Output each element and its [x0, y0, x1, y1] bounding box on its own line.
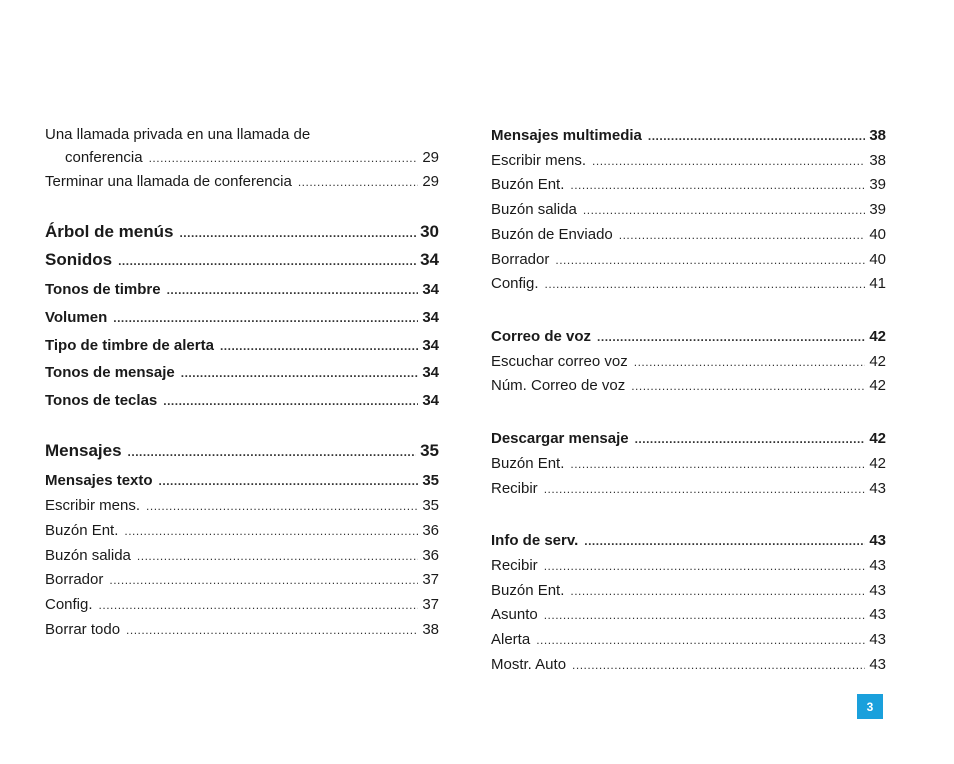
toc-entry[interactable] — [491, 606, 886, 623]
toc-entry-page: 36 — [422, 547, 439, 564]
leader-dots — [597, 330, 865, 344]
toc-entry-page: 40 — [869, 251, 886, 268]
toc-entry[interactable] — [45, 596, 439, 613]
toc-entry-label: Buzón de Enviado — [491, 226, 613, 243]
toc-entry[interactable] — [45, 522, 439, 539]
toc-entry-label: Núm. Correo de voz — [491, 377, 626, 394]
leader-dots — [584, 534, 865, 548]
toc-entry[interactable] — [491, 480, 886, 497]
leader-dots — [146, 499, 418, 513]
leader-dots — [583, 203, 865, 217]
toc-entry-page: 43 — [869, 606, 886, 623]
toc-entry-label: Tipo de timbre de alerta — [45, 337, 214, 354]
toc-right-column — [491, 0, 886, 764]
toc-entry-label: Buzón salida — [45, 547, 131, 564]
toc-entry-page: 38 — [869, 127, 886, 144]
toc-subsection[interactable] — [45, 309, 439, 326]
toc-entry-page: 35 — [420, 441, 439, 460]
leader-dots — [570, 178, 865, 192]
leader-dots — [619, 228, 866, 242]
toc-section-heading[interactable] — [45, 250, 439, 270]
toc-entry-label: conferencia — [65, 149, 143, 166]
toc-entry-label: Volumen — [45, 309, 108, 326]
toc-section-heading[interactable] — [45, 441, 439, 461]
toc-entry-label: Asunto — [491, 606, 538, 623]
toc-subsection[interactable] — [45, 364, 439, 381]
toc-section-heading[interactable] — [45, 222, 439, 242]
toc-entry-page: 34 — [420, 250, 439, 269]
toc-entry-label: Recibir — [491, 480, 538, 497]
toc-entry-label: Buzón Ent. — [491, 455, 565, 472]
toc-entry-page: 43 — [869, 656, 886, 673]
toc-entry-label: Tonos de timbre — [45, 281, 161, 298]
toc-subsection[interactable] — [491, 328, 886, 345]
toc-entry-page: 41 — [869, 275, 886, 292]
toc-entry-label: Buzón Ent. — [491, 176, 565, 193]
toc-entry-label: Escribir mens. — [491, 152, 587, 169]
toc-entry-page: 43 — [869, 582, 886, 599]
toc-entry[interactable] — [45, 571, 439, 588]
toc-subsection[interactable] — [45, 392, 439, 409]
leader-dots — [220, 339, 418, 353]
leader-dots — [167, 283, 419, 297]
leader-dots — [109, 573, 418, 587]
toc-entry-label: Borrador — [491, 251, 550, 268]
toc-entry[interactable] — [45, 173, 439, 190]
leader-dots — [126, 623, 418, 637]
toc-entry-page: 38 — [869, 152, 886, 169]
toc-entry-page: 43 — [869, 631, 886, 648]
leader-dots — [137, 549, 418, 563]
leader-dots — [592, 154, 865, 168]
toc-entry-label: Recibir — [491, 557, 538, 574]
toc-subsection[interactable] — [45, 472, 439, 489]
toc-entry-page: 34 — [422, 337, 439, 354]
toc-entry[interactable] — [65, 149, 439, 166]
leader-dots — [631, 379, 865, 393]
toc-entry-page: 35 — [422, 497, 439, 514]
toc-entry-label: Borrador — [45, 571, 104, 588]
toc-entry-page: 42 — [869, 430, 886, 447]
toc-entry-label: Mensajes — [45, 441, 122, 460]
leader-dots — [570, 457, 865, 471]
toc-entry-label: Mensajes texto — [45, 472, 153, 489]
toc-entry[interactable] — [491, 201, 886, 218]
toc-entry[interactable] — [45, 547, 439, 564]
toc-entry[interactable] — [45, 621, 439, 638]
leader-dots — [634, 355, 866, 369]
leader-dots — [298, 175, 419, 189]
toc-entry-page: 39 — [869, 201, 886, 218]
toc-subsection[interactable] — [45, 281, 439, 298]
toc-entry[interactable] — [491, 377, 886, 394]
toc-subsection[interactable] — [45, 337, 439, 354]
toc-entry-label: Buzón Ent. — [45, 522, 119, 539]
toc-entry-page: 38 — [422, 621, 439, 638]
toc-entry-page: 29 — [422, 173, 439, 190]
toc-entry-page: 30 — [420, 222, 439, 241]
leader-dots — [555, 253, 865, 267]
leader-dots — [124, 524, 418, 538]
leader-dots — [572, 658, 865, 672]
toc-entry[interactable] — [491, 631, 886, 648]
toc-entry-page: 43 — [869, 532, 886, 549]
toc-entry[interactable] — [45, 497, 439, 514]
toc-entry-page: 29 — [422, 149, 439, 166]
toc-entry-label: Tonos de teclas — [45, 392, 158, 409]
toc-entry[interactable] — [491, 152, 886, 169]
leader-dots — [544, 608, 866, 622]
leader-dots — [544, 559, 866, 573]
page-number-badge: 3 — [857, 694, 883, 719]
toc-subsection[interactable] — [491, 430, 886, 447]
toc-entry-label: Alerta — [491, 631, 531, 648]
toc-entry-label: Info de serv. — [491, 532, 579, 549]
toc-entry-page: 42 — [869, 328, 886, 345]
toc-entry-page: 34 — [422, 281, 439, 298]
toc-entry-page: 34 — [422, 309, 439, 326]
toc-entry-label: Terminar una llamada de conferencia — [45, 173, 292, 190]
toc-entry-label: Descargar mensaje — [491, 430, 629, 447]
toc-entry[interactable] — [491, 251, 886, 268]
toc-entry[interactable] — [491, 275, 886, 292]
leader-dots — [128, 445, 417, 459]
leader-dots — [113, 311, 418, 325]
toc-entry[interactable] — [491, 582, 886, 599]
toc-entry-page: 42 — [869, 377, 886, 394]
leader-dots — [544, 482, 866, 496]
leader-dots — [536, 633, 865, 647]
toc-entry-label: Una llamada privada en una llamada de — [45, 126, 311, 143]
toc-entry[interactable] — [491, 226, 886, 243]
toc-entry-page: 39 — [869, 176, 886, 193]
toc-entry-label: Mensajes multimedia — [491, 127, 642, 144]
toc-entry-page: 43 — [869, 480, 886, 497]
leader-dots — [149, 151, 419, 165]
toc-entry-page: 37 — [422, 571, 439, 588]
leader-dots — [118, 254, 416, 268]
toc-entry-page: 34 — [422, 392, 439, 409]
toc-entry-page: 42 — [869, 455, 886, 472]
toc-entry-label: Correo de voz — [491, 328, 592, 345]
toc-entry-label: Escuchar correo voz — [491, 353, 628, 370]
leader-dots — [163, 394, 418, 408]
toc-entry-label: Escribir mens. — [45, 497, 141, 514]
toc-entry[interactable] — [491, 656, 886, 673]
leader-dots — [181, 366, 419, 380]
toc-entry[interactable] — [491, 176, 886, 193]
toc-subsection[interactable] — [491, 532, 886, 549]
toc-entry-page: 36 — [422, 522, 439, 539]
leader-dots — [179, 226, 416, 240]
toc-entry-page: 42 — [869, 353, 886, 370]
leader-dots — [570, 584, 865, 598]
toc-entry-page: 35 — [422, 472, 439, 489]
toc-left-column — [45, 0, 439, 764]
toc-entry[interactable] — [491, 455, 886, 472]
toc-entry-label: Borrar todo — [45, 621, 121, 638]
toc-entry-label: Buzón Ent. — [491, 582, 565, 599]
toc-entry-page: 37 — [422, 596, 439, 613]
toc-entry-label: Config. — [45, 596, 93, 613]
leader-dots — [545, 277, 866, 291]
toc-entry-label: Sonidos — [45, 250, 113, 269]
leader-dots — [648, 129, 865, 143]
toc-entry-label: Config. — [491, 275, 539, 292]
toc-entry[interactable] — [491, 557, 886, 574]
toc-entry-label: Tonos de mensaje — [45, 364, 175, 381]
toc-entry-label: Mostr. Auto — [491, 656, 567, 673]
leader-dots — [99, 598, 419, 612]
leader-dots — [159, 474, 419, 488]
toc-entry[interactable] — [491, 353, 886, 370]
toc-entry-label: Árbol de menús — [45, 222, 174, 241]
toc-entry-page: 40 — [869, 226, 886, 243]
toc-entry-page: 43 — [869, 557, 886, 574]
toc-subsection[interactable] — [491, 127, 886, 144]
toc-entry-page: 34 — [422, 364, 439, 381]
toc-entry-label: Buzón salida — [491, 201, 577, 218]
leader-dots — [635, 432, 866, 446]
